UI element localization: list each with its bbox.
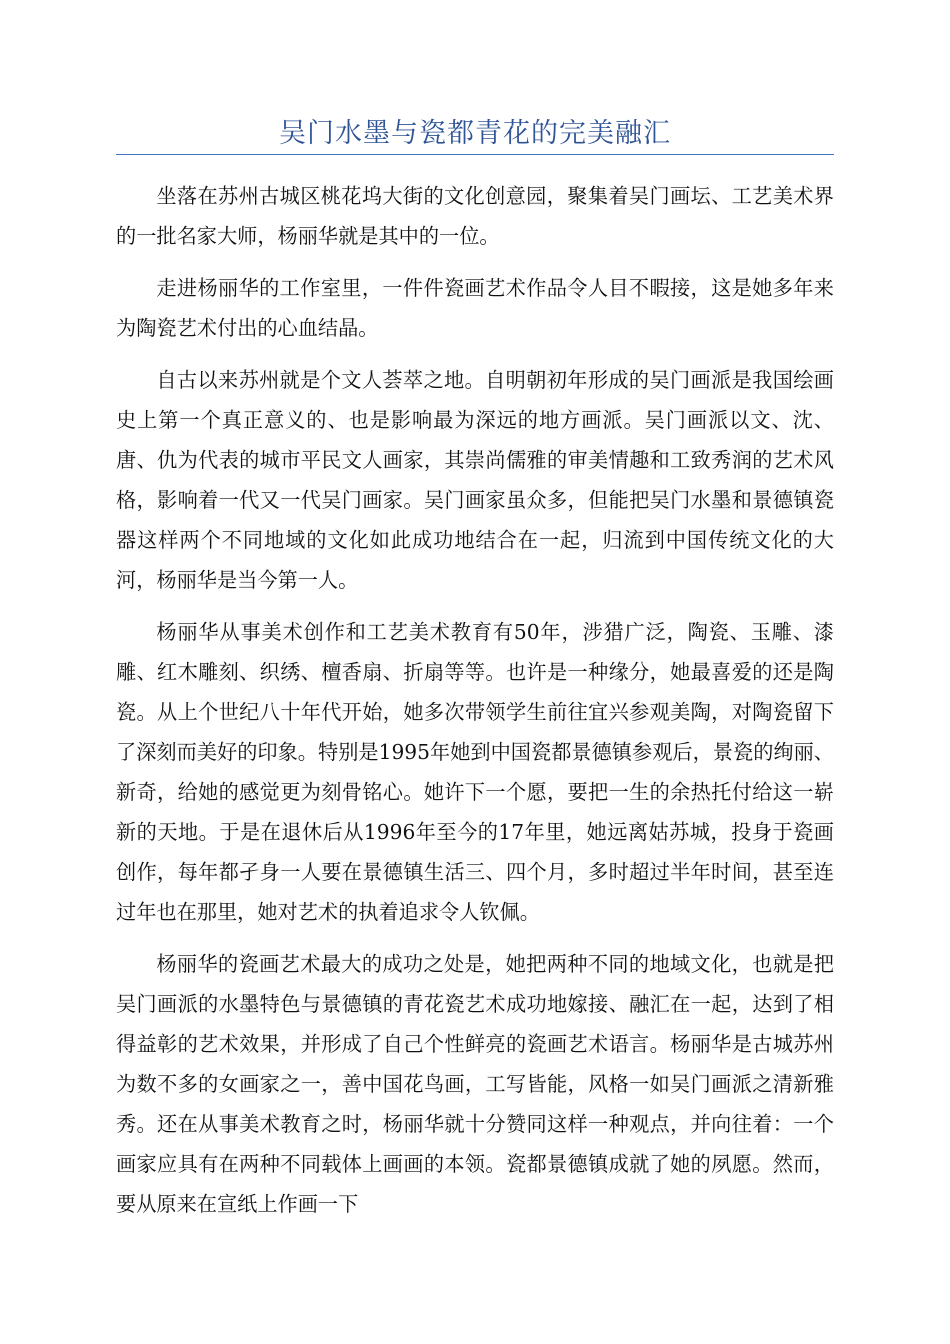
- document-body: [116, 176, 834, 1236]
- paragraph-1: 坐落在苏州古城区桃花坞大街的文化创意园，聚集着吴门画坛、工艺美术界的一批名家大师，杨丽华就是其中的一位。: [116, 184, 834, 248]
- title-underline: [116, 154, 834, 155]
- paragraph-4: 杨丽华从事美术创作和工艺美术教育有50年，涉猎广泛，陶瓷、玉雕、漆雕、红木雕刻、织绣、檀香扇、折扇等等。也许是一种缘分，她最喜爱的还是陶瓷。从上个世纪八十年代开始，她多次带领学生前往宜兴参观美陶，对陶瓷留下了深刻而美好的印象。特别是1995年她到中国瓷都景德镇参观后，景瓷的绚丽、新奇，给她的感觉更为刻骨铭心。她许下一个愿，要把一生的余热托付给这一崭新的天地。于是在退休后从1996年至今的17年里，她远离姑苏城，投身于瓷画创作，每年都孑身一人要在景德镇生活三、四个月，多时超过半年时间，甚至连过年也在那里，她对艺术的执着追求令人钦佩。: [116, 620, 834, 924]
- paragraph-5: 杨丽华的瓷画艺术最大的成功之处是，她把两种不同的地域文化，也就是把吴门画派的水墨特色与景德镇的青花瓷艺术成功地嫁接、融汇在一起，达到了相得益彰的艺术效果，并形成了自己个性鲜亮的瓷画艺术语言。杨丽华是古城苏州为数不多的女画家之一，善中国花鸟画，工写皆能，风格一如吴门画派之清新雅秀。还在从事美术教育之时，杨丽华就十分赞同这样一种观点，并向往着：一个画家应具有在两种不同载体上画画的本领。瓷都景德镇成就了她的夙愿。然而，要从原来在宣纸上作画一下: [116, 952, 834, 1216]
- paragraph-2: 走进杨丽华的工作室里，一件件瓷画艺术作品令人目不暇接，这是她多年来为陶瓷艺术付出的心血结晶。: [116, 276, 834, 340]
- paragraph-3: 自古以来苏州就是个文人荟萃之地。自明朝初年形成的吴门画派是我国绘画史上第一个真正意义的、也是影响最为深远的地方画派。吴门画派以文、沈、唐、仇为代表的城市平民文人画家，其崇尚儒雅的审美情趣和工致秀润的艺术风格，影响着一代又一代吴门画家。吴门画家虽众多，但能把吴门水墨和景德镇瓷器这样两个不同地域的文化如此成功地结合在一起，归流到中国传统文化的大河，杨丽华是当今第一人。: [116, 368, 834, 592]
- document-title: 吴门水墨与瓷都青花的完美融汇: [279, 118, 671, 149]
